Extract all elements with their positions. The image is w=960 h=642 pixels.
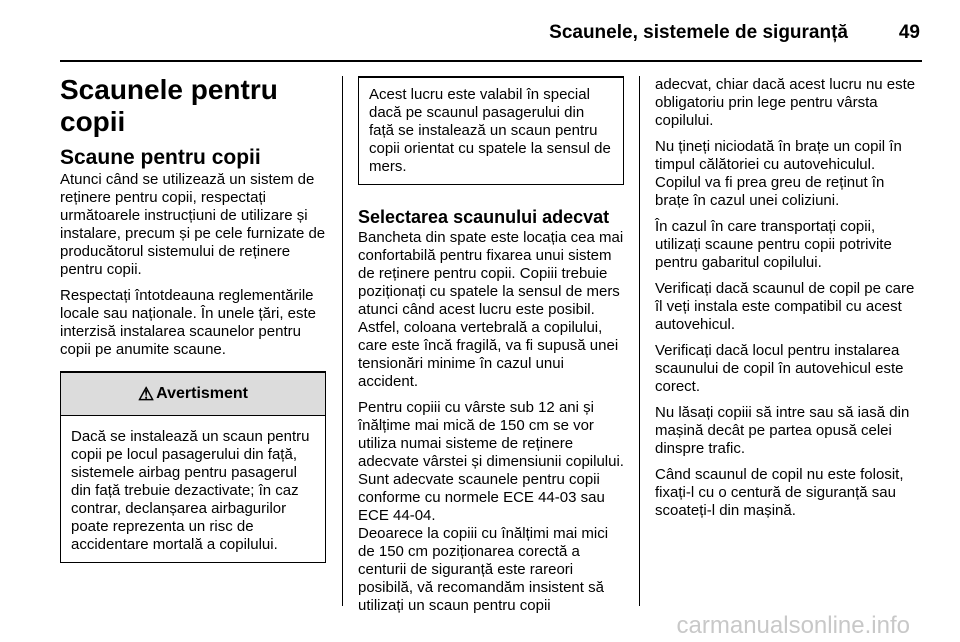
warning-title: Avertisment <box>156 385 249 402</box>
paragraph: Când scaunul de copil nu este folosit, fixați-l cu o centură de siguranță sau scoateți-l din mașină. <box>655 466 904 519</box>
paragraph: Respectați întotdeauna reglementările locale sau naționale. În unele țări, este interzisă instalarea scaunelor pentru copii pe anumite scaune. <box>60 287 317 358</box>
paragraph: Atunci când se utilizează un sistem de reținere pentru copii, respectați următoarele instrucțiuni de utilizare și instalare, precum și pe cele furnizate de producătorul sistemului de reținere pentru copii. <box>60 171 326 278</box>
paragraph: Nu lăsați copiii să intre sau să iasă din mașină decât pe partea opusă celei dinspre trafic. <box>655 404 910 457</box>
paragraph: Pentru copiii cu vârste sub 12 ani și înălțime mai mică de 150 cm se vor utiliza numai sisteme de reținere adecvate vârstei și dimensiunii copilului. Sunt adecvate scaunele pentru copii conforme cu normele ECE 44-03 sau ECE 44-04. <box>358 399 624 524</box>
paragraph: Verificați dacă scaunul de copil pe care îl veți instala este compatibil cu acest autovehicul. <box>655 280 915 333</box>
paragraph: În cazul în care transportați copii, utilizați scaune pentru copii potrivite pentru gabaritul copilului. <box>655 218 892 271</box>
warning-box <box>60 371 326 563</box>
page-header <box>0 14 960 54</box>
header-rule <box>60 60 922 62</box>
warning-header <box>61 371 325 416</box>
watermark: carmanualsonline.info <box>676 612 910 639</box>
column-2 <box>358 76 624 623</box>
column-3 <box>655 76 921 528</box>
paragraph: Deoarece la copiii cu înălțimi mai mici de 150 cm poziționarea corectă a centurii de siguranță este rareori posibilă, vă recomandăm insistent să utilizați un scaun pentru copii <box>358 525 609 614</box>
paragraph: Verificați dacă locul pentru instalarea scaunului de copil în autovehicul este corect. <box>655 342 904 395</box>
column-divider-1 <box>342 76 343 606</box>
note-box: Acest lucru este valabil în special dacă pe scaunul pasagerului din față se instalează un scaun pentru copii orientat cu spatele la sensul de mers. <box>358 76 624 185</box>
paragraph: Bancheta din spate este locația cea mai confortabilă pentru fixarea unui sistem de reținere pentru copii. Copiii trebuie poziționați cu spatele la sensul de mers atunci când acest lucru este posibil. Astfel, coloana vertebrală a copilului, care este încă fragilă, va fi supusă unei tensionări minime în cazul unui accident. <box>358 229 624 390</box>
sub-title: Scaune pentru copii <box>60 146 261 169</box>
warning-text: Dacă se instalează un scaun pentru copii pe locul pasagerului din față, sistemele airbag pentru pasagerul din față trebuie dezactivate; în caz contrar, declanșarea airbagurilor poate reprezenta un risc de accidentare mortală a copilului. <box>71 428 310 553</box>
paragraph: adecvat, chiar dacă acest lucru nu este obligatoriu prin lege pentru vârsta copilului. <box>655 76 916 129</box>
section-title: Selectarea scaunului adecvat <box>358 207 610 227</box>
paragraph: Nu țineți niciodată în brațe un copil în timpul călătoriei cu autovehiculul. Copilul va fi prea greu de reținut în brațe în cazul unei coliziuni. <box>655 138 902 209</box>
main-title: Scaunele pentru copii <box>60 74 278 137</box>
column-divider-2 <box>639 76 640 606</box>
warning-triangle-icon: ⚠ <box>137 384 155 404</box>
column-1 <box>60 70 326 563</box>
page-number: 49 <box>898 22 920 43</box>
header-title: Scaunele, sistemele de siguranță <box>549 22 848 43</box>
